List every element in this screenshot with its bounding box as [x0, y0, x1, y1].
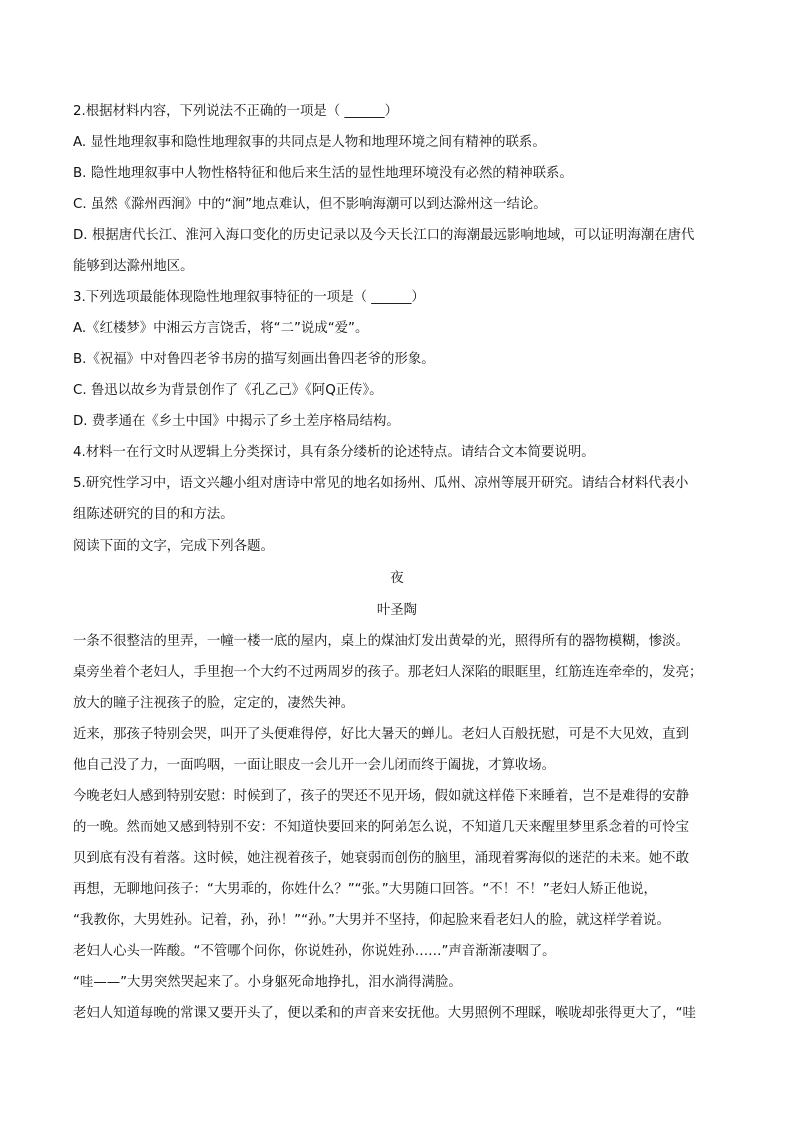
story-line: 今晚老妇人感到特别安慰：时候到了，孩子的哭还不见开场，假如就这样倦下来睡着，岂不是难得的安静 — [73, 789, 689, 804]
story-line: 老妇人知道每晚的常课又要开头了，便以柔和的声音来安抚他。大男照例不理睬，喉咙却张得更大了，“哇 — [73, 1006, 696, 1021]
story-line: 老妇人心头一阵酸。“不管哪个问你，你说姓孙，你说姓孙……”声音渐渐凄咽了。 — [73, 944, 556, 959]
story-line: 他自己没了力，一面呜咽，一面让眼皮一会儿开一会儿闭而终于阖拢，才算收场。 — [73, 758, 556, 773]
story-line: 的一晚。然而她又感到特别不安：不知道快要回来的阿弟怎么说，不知道几天来醒里梦里系念着的可怜宝 — [73, 820, 689, 835]
story-line: 再想，无聊地问孩子：“大男乖的，你姓什么？”“张。”大男随口回答。“不！不！”老妇人矫正他说， — [73, 882, 657, 897]
question-3-option-d: D. 费孝通在《乡土中国》中揭示了乡土差序格局结构。 — [73, 414, 400, 429]
question-3-option-b: B.《祝福》中对鲁四老爷书房的描写刻画出鲁四老爷的形象。 — [73, 352, 435, 367]
question-3-option-a: A.《红楼梦》中湘云方言饶舌，将“二”说成“爱”。 — [73, 321, 369, 336]
story-author: 叶圣陶 — [376, 603, 418, 618]
question-2-option-d-continued: 能够到达滁州地区。 — [73, 259, 194, 274]
story-line: “我教你，大男姓孙。记着，孙，孙！”“孙。”大男并不坚持，仰起脸来看老妇人的脸，就这样学着说。 — [73, 913, 670, 928]
question-2-option-c: C. 虽然《滁州西涧》中的“涧”地点难认，但不影响海潮可以到达滁州这一结论。 — [73, 197, 547, 212]
reading-instruction: 阅读下面的文字，完成下列各题。 — [73, 539, 274, 554]
question-4: 4.材料一在行文时从逻辑上分类探讨，具有条分缕析的论述特点。请结合文本简要说明。 — [73, 445, 595, 460]
story-line: “哇——”大男突然哭起来了。小身躯死命地挣扎，泪水淌得满脸。 — [73, 975, 462, 990]
story-line: 近来，那孩子特别会哭，叫开了头便难得停，好比大暑天的蝉儿。老妇人百般抚慰，可是不大见效，直到 — [73, 727, 689, 742]
question-5-line-1: 5.研究性学习中，语文兴趣小组对唐诗中常见的地名如扬州、瓜州、凉州等展开研究。请结合材料代表小 — [73, 476, 689, 491]
question-3-option-c: C. 鲁迅以故乡为背景创作了《孔乙己》《阿Q正传》。 — [73, 383, 383, 398]
question-2-option-b: B. 隐性地理叙事中人物性格特征和他后来生活的显性地理环境没有必然的精神联系。 — [73, 166, 573, 181]
question-2-stem: 2.根据材料内容，下列说法不正确的一项是（ ______） — [73, 104, 399, 119]
question-5-line-2: 组陈述研究的目的和方法。 — [73, 507, 234, 522]
question-2-option-d: D. 根据唐代长江、淮河入海口变化的历史记录以及今天长江口的海潮最远影响地域，可以证明海潮在唐代 — [73, 228, 695, 243]
story-line: 一条不很整洁的里弄，一幢一楼一底的屋内，桌上的煤油灯发出黄晕的光，照得所有的器物模糊，惨淡。 — [73, 634, 689, 649]
story-line: 放大的瞳子注视孩子的脸，定定的，凄然失神。 — [73, 696, 355, 711]
question-2-option-a: A. 显性地理叙事和隐性地理叙事的共同点是人物和地理环境之间有精神的联系。 — [73, 135, 546, 150]
story-title: 夜 — [390, 571, 404, 586]
story-line: 桌旁坐着个老妇人，手里抱一个大约不过两周岁的孩子。那老妇人深陷的眼眶里，红筋连连牵牵的，发亮； — [73, 665, 703, 680]
story-line: 贝到底有没有着落。这时候，她注视着孩子，她衰弱而创伤的脑里，涌现着雾海似的迷茫的未来。她不敢 — [73, 851, 689, 866]
question-3-stem: 3.下列选项最能体现隐性地理叙事特征的一项是（ ______） — [73, 290, 425, 305]
